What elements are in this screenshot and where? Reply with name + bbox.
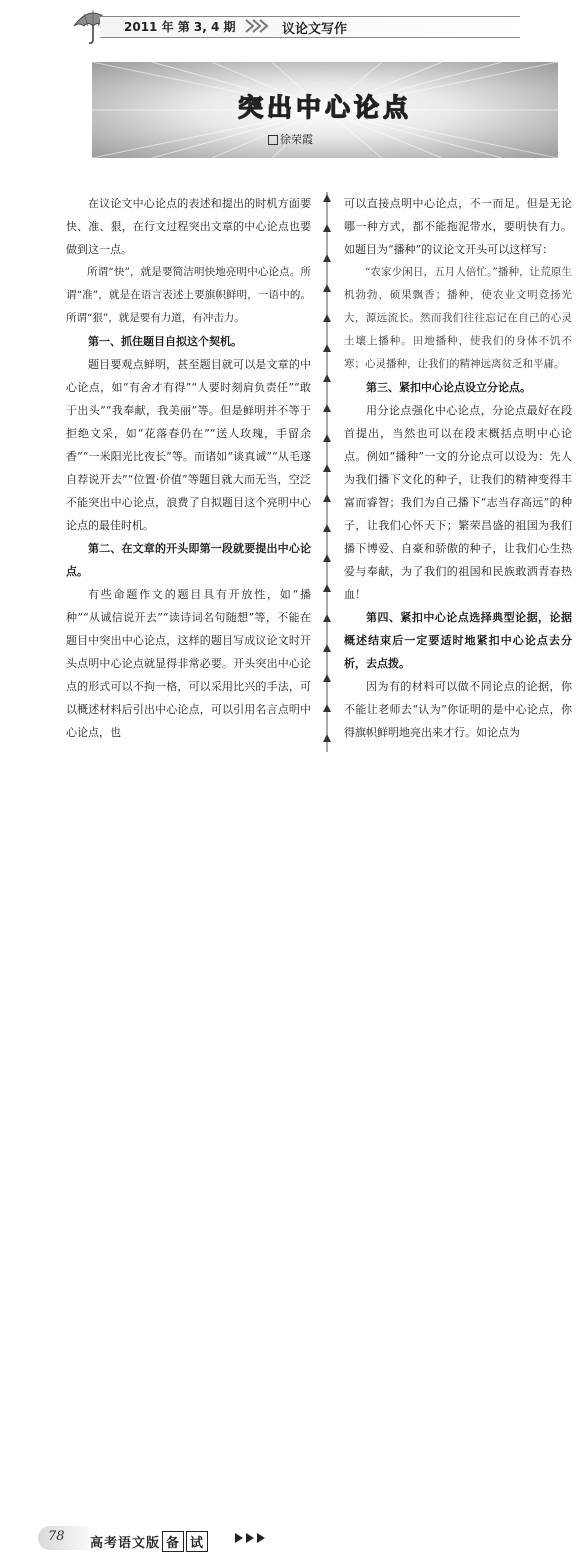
quoted-passage: “农家少闲日，五月人倍忙。”播种，让荒原生机勃勃，硕果飘香；播种，使农业文明竞扬光大，源远流长。然而我们往往忘记在自己的心灵土壤上播种。田地播种，使我们的身体不饥不寒；心灵播种，让我们的精神远离贫乏和平庸。	[344, 266, 572, 370]
paragraph: 题目要观点鲜明，甚至题目就可以是文章的中心论点，如“有舍才有得”“人要时刻肩负责任”“敢于出头”“我奉献，我美丽”等。但是鲜明并不等于拒绝文采，如“花落春仍在”“送人玫瑰，手留余香”“一米阳光比夜长”等。而诸如“谈真诚”“从毛遂自荐说开去”“位置·价值”等题目就大而无当，空泛不能突出中心论点，浪费了自拟题目这个亮明中心论点的最佳时机。	[66, 358, 311, 532]
magazine-suffix-box: 试	[186, 1531, 208, 1552]
paragraph: 在议论文中心论点的表述和提出的时机方面要快、准、狠，在行文过程突出文章的中心论点也要做到这一点。	[66, 197, 311, 256]
magazine-name	[90, 1531, 208, 1552]
page-footer	[0, 760, 581, 1551]
magazine-prefix: 高考语文版	[90, 1536, 161, 1551]
triple-arrow-icon	[234, 1532, 268, 1544]
paragraph: 可以直接点明中心论点，不一而足。但是无论哪一种方式，都不能拖泥带水，要明快有力。如题目为“播种”的议论文开头可以这样写：	[344, 197, 572, 256]
page-number: 78	[48, 1529, 65, 1544]
right-column	[344, 192, 572, 744]
left-column	[66, 192, 311, 744]
column-label: 议论文写作	[282, 22, 348, 37]
section-heading: 第一、抓住题目自拟这个契机。	[88, 335, 242, 348]
paragraph: 所谓“快”，就是要简洁明快地亮明中心论点。所谓“准”，就是在语言表述上要旗帜鲜明，一语中的。所谓“狠”，就是要有力道，有冲击力。	[66, 266, 311, 324]
section-heading: 第三、紧扣中心论点设立分论点。	[366, 381, 531, 394]
author-box-icon	[268, 135, 278, 145]
author-name: 徐荣霞	[280, 133, 313, 146]
paragraph: 用分论点强化中心论点，分论点最好在段首提出，当然也可以在段末概括点明中心论点。例如“播种”一文的分论点可以设为：先人为我们播下文化的种子，让我们的精神变得丰富而睿智；我们为自己播下“志当存高远”的种子，让我们心怀天下；繁荣昌盛的祖国为我们播下博爱、自豪和骄傲的种子，让我们心生热爱与奉献，为了我们的祖国和民族敢洒青春热血！	[344, 404, 572, 601]
section-heading: 第二、在文章的开头即第一段就要提出中心论点。	[66, 542, 311, 578]
article-title: 突出中心论点	[237, 93, 412, 122]
author-line	[0, 131, 581, 147]
page-header	[0, 0, 581, 50]
paragraph: 因为有的材料可以做不同论点的论据，你不能让老师去“认为”你证明的是中心论点，你得旗帜鲜明地亮出来才行。如论点为	[344, 680, 572, 739]
issue-label: 2011 年 第 3, 4 期	[124, 20, 236, 34]
magazine-suffix-box: 备	[162, 1531, 184, 1552]
double-chevron-icon	[244, 19, 274, 33]
column-divider	[322, 192, 332, 752]
section-heading: 第四、紧扣中心论点选择典型论据，论据概述结束后一定要适时地紧扣中心论点去分析，去点拨。	[344, 611, 572, 670]
paragraph: 有些命题作文的题目具有开放性，如“播种”“从诚信说开去”“读诗词名句随想”等，不能在题目中突出中心论点，这样的题目写成议论文时开头点明中心论点就显得非常必要。开头突出中心论点的形式可以不拘一格，可以采用比兴的手法，可以概述材料后引出中心论点，可以引用名言点明中心论点，也	[66, 588, 311, 739]
